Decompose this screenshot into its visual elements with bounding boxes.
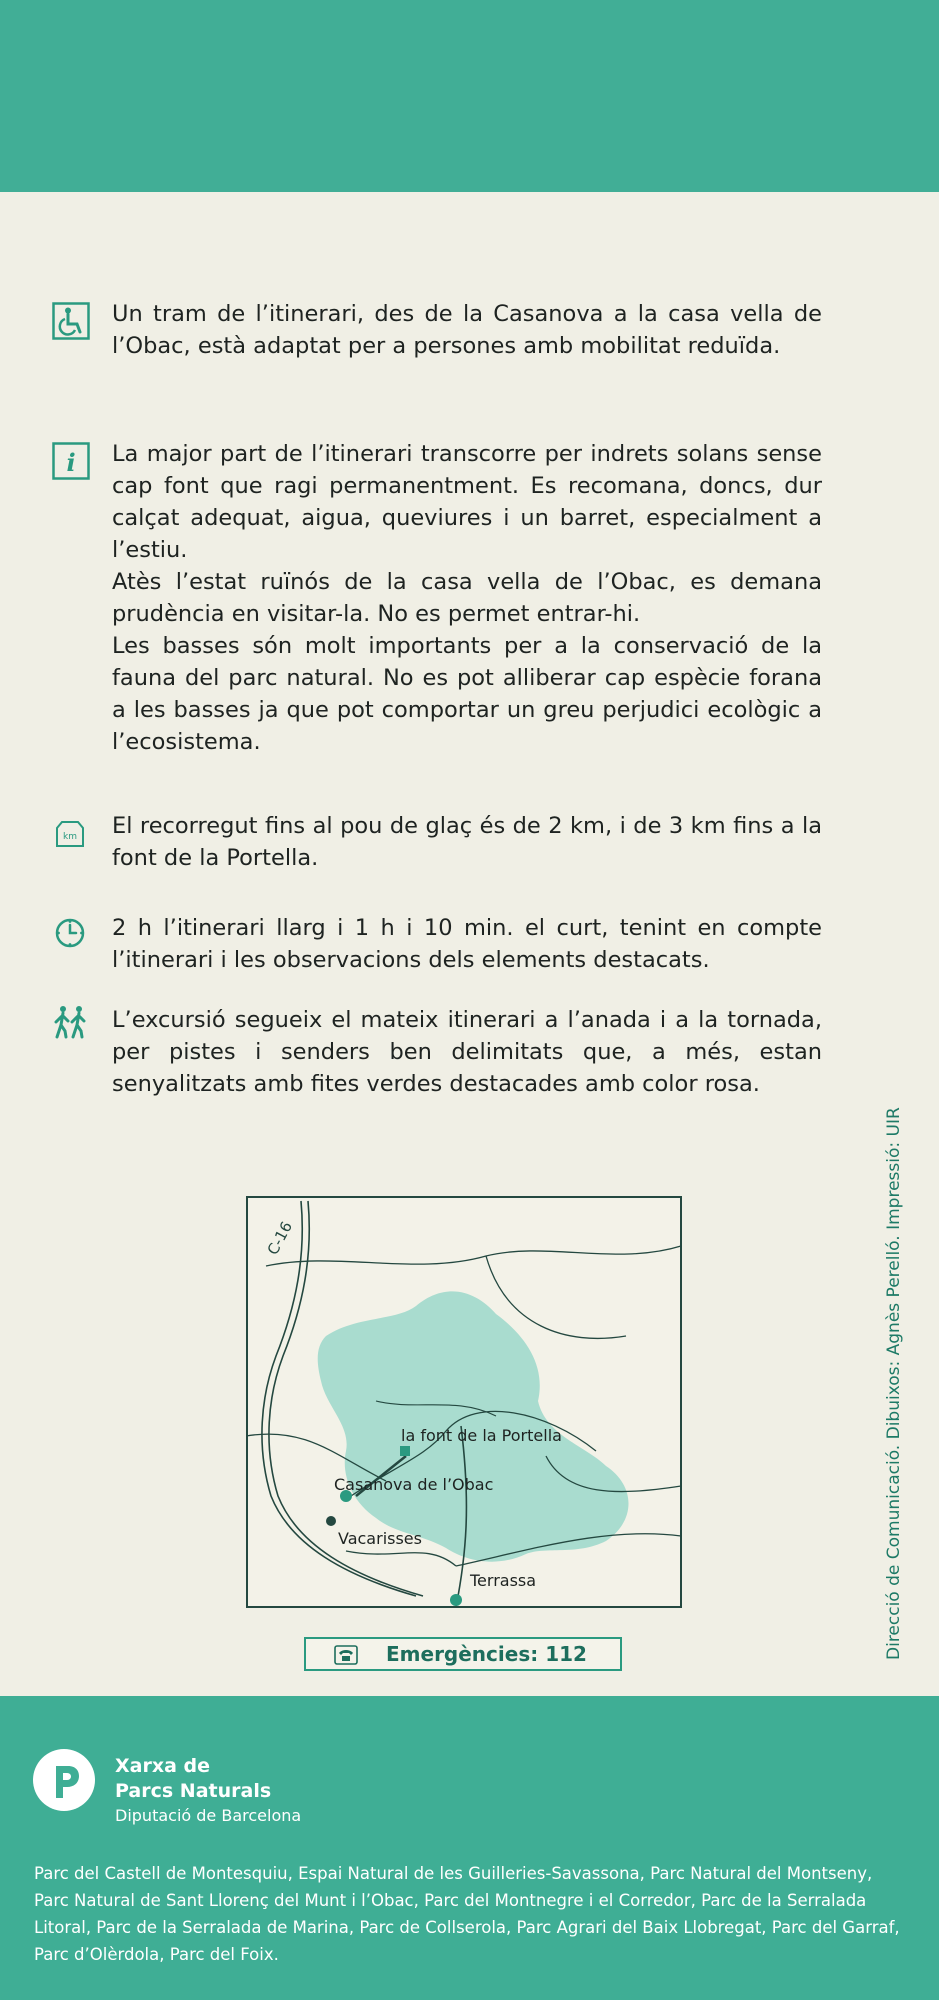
map-label-casanova: Casanova de l’Obac	[334, 1475, 494, 1494]
info-icon	[52, 442, 90, 480]
accessibility-note	[52, 298, 822, 362]
park-map	[246, 1196, 682, 1608]
emergency-box	[304, 1637, 622, 1671]
parcs-naturals-logo-icon	[32, 1748, 96, 1812]
route-text: L’excursió segueix el mateix itinerari a l’anada i a la tornada, per pistes i senders ben delimitats que, a més, estan senyalitzats amb fites verdes destacades amb color rosa.	[112, 1007, 822, 1097]
credits-vertical: Direcció de Comunicació. Dibuixos: Agnès Perelló. Impressió: UIR	[884, 1107, 904, 1660]
info-paragraph: Atès l’estat ruïnós de la casa vella de l’Obac, es demana prudència en visitar-la. No es permet entrar-hi.	[112, 569, 822, 627]
duration-note	[52, 912, 822, 976]
svg-text:i: i	[66, 448, 76, 477]
distance-text: El recorregut fins al pou de glaç és de 2 km, i de 3 km fins a la font de la Portella.	[112, 813, 822, 871]
brand-block	[115, 1754, 301, 1828]
map-road-label: C-16	[263, 1218, 296, 1258]
clock-icon	[54, 917, 86, 949]
wheelchair-icon	[52, 302, 90, 340]
info-text	[112, 438, 822, 758]
map-label-portella: la font de la Portella	[401, 1426, 562, 1445]
top-color-band	[0, 0, 939, 192]
map-label-vacarisses: Vacarisses	[338, 1529, 422, 1548]
route-note	[52, 1004, 822, 1100]
info-paragraph: Les basses són molt importants per a la conservació de la fauna del parc natural. No es pot alliberar cap espècie forana a les basses ja que pot comportar un greu perjudici ecològic a l’ecosistema.	[112, 633, 822, 755]
duration-text: 2 h l’itinerari llarg i 1 h i 10 min. el curt, tenint en compte l’itinerari i les observacions dels elements destacats.	[112, 915, 822, 973]
brand-sub: Diputació de Barcelona	[115, 1806, 302, 1825]
info-paragraph: La major part de l’itinerari transcorre per indrets solans sense cap font que ragi permanentment. Es recomana, doncs, dur calçat adequat, aigua, queviures i un barret, especialment a l’estiu.	[112, 441, 822, 563]
map-label-terrassa: Terrassa	[470, 1571, 537, 1590]
parks-list: Parc del Castell de Montesquiu, Espai Natural de les Guilleries-Savassona, Parc Natural del Montseny, Parc Natural de Sant Llorenç del Munt i l’Obac, Parc del Montnegre i el Corredor, Parc de la Serralada Litoral, Parc de la Serralada de Marina, Parc de Collserola, Parc Agrari del Baix Llobregat, Parc del Garraf, Parc d’Olèrdola, Parc del Foix.	[34, 1864, 900, 1964]
phone-icon	[334, 1645, 358, 1665]
brand-line2: Parcs Naturals	[115, 1780, 272, 1802]
emergency-label: Emergències: 112	[386, 1642, 587, 1666]
info-note	[52, 438, 822, 758]
distance-note	[52, 810, 822, 874]
hikers-icon	[52, 1004, 90, 1042]
brand-line1: Xarxa de	[115, 1755, 211, 1777]
accessibility-text: Un tram de l’itinerari, des de la Casanova a la casa vella de l’Obac, està adaptat per a persones amb mobilitat reduïda.	[112, 301, 822, 359]
km-icon	[54, 818, 86, 850]
km-icon-label: km	[63, 832, 77, 842]
